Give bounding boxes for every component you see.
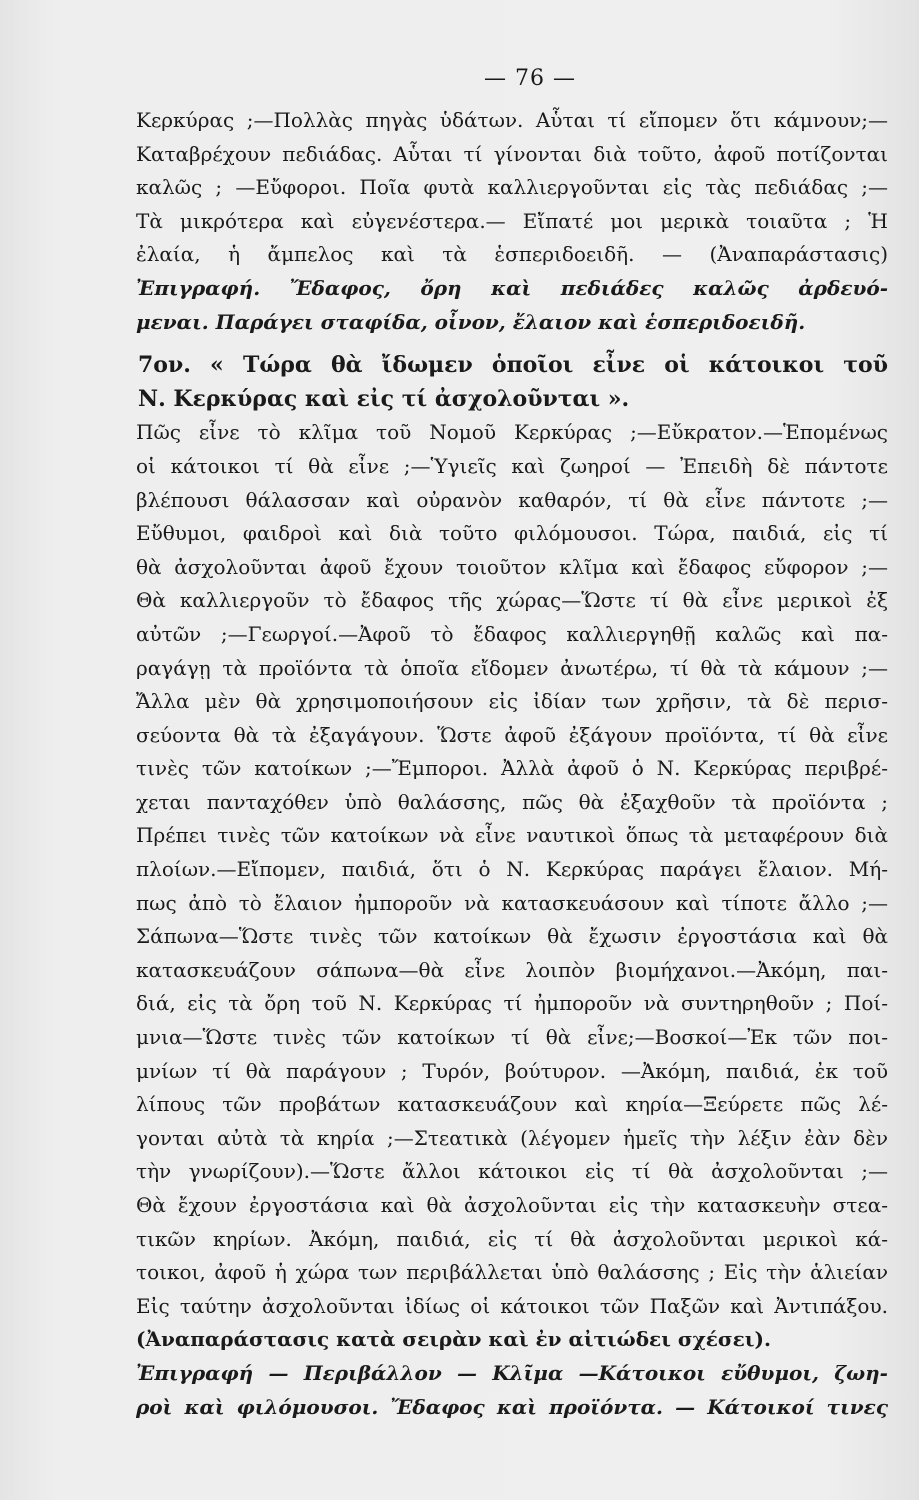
- text-line: αὐτῶν ;—Γεωργοί.—Ἀφοῦ τὸ ἔδαφος καλλιεργηθῇ καλῶς καὶ πα-: [136, 621, 888, 646]
- text-line: Θὰ καλλιεργοῦν τὸ ἔδαφος τῆς χώρας—Ὥστε τί θὰ εἶνε μερικοὶ ἐξ: [136, 588, 888, 613]
- text-line: σεύοντα θὰ τὰ ἐξαγάγουν. Ὥστε ἀφοῦ ἐξάγουν προϊόντα, τί θὰ εἶνε: [136, 722, 888, 747]
- text-line: πως ἀπὸ τὸ ἔλαιον ἠμποροῦν νὰ κατασκευάσουν καὶ τίποτε ἄλλο ;—: [136, 890, 888, 915]
- text-line: θὰ ἀσχολοῦνται ἀφοῦ ἔχουν τοιοῦτον κλῖμα καὶ ἔδαφος εὔφορον ;—: [136, 554, 888, 579]
- summary-line: Ἐπιγραφή. Ἔδαφος, ὄρη καὶ πεδιάδες καλῶς ἀρδευό-: [136, 275, 888, 300]
- text-line: μνια—Ὥστε τινὲς τῶν κατοίκων τί θὰ εἶνε;—Βοσκοί—Ἐκ τῶν ποι-: [136, 1025, 888, 1050]
- text-line: Εἰς ταύτην ἀσχολοῦνται ἰδίως οἱ κάτοικοι τῶν Παξῶν καὶ Ἀντιπάξου.: [136, 1293, 888, 1318]
- text-line: τικῶν κηρίων. Ἀκόμη, παιδιά, εἰς τί θὰ ἀσχολοῦνται μερικοὶ κά-: [136, 1226, 888, 1251]
- section-heading: 7ον. « Τώρα θὰ ἴδωμεν ὁποῖοι εἶνε οἱ κάτοικοι τοῦ: [138, 352, 888, 379]
- text-line: γονται αὐτὰ τὰ κηρία ;—Στεατικὰ (λέγομεν ἡμεῖς τὴν λέξιν ἐὰν δὲν: [136, 1125, 888, 1150]
- text-line: Πρέπει τινὲς τῶν κατοίκων νὰ εἶνε ναυτικοὶ ὅπως τὰ μεταφέρουν διὰ: [136, 823, 888, 848]
- text-line: βλέπουσι θάλασσαν καὶ οὐρανὸν καθαρόν, τί θὰ εἶνε πάντοτε ;—: [136, 487, 888, 512]
- text-line: διά, εἰς τὰ ὄρη τοῦ Ν. Κερκύρας τί ἠμποροῦν νὰ συντηρηθοῦν ; Ποί-: [136, 991, 888, 1016]
- text-line: τὴν γνωρίζουν).—Ὥστε ἄλλοι κάτοικοι εἰς τί θὰ ἀσχολοῦνται ;—: [136, 1159, 888, 1184]
- text-line: τινὲς τῶν κατοίκων ;—Ἔμποροι. Ἀλλὰ ἀφοῦ ὁ Ν. Κερκύρας περιβρέ-: [136, 756, 888, 781]
- summary-line: ροὶ καὶ φιλόμουσοι. Ἔδαφος καὶ προϊόντα. — Κάτοικοί τινες: [136, 1394, 888, 1419]
- text-line: οἱ κάτοικοι τί θὰ εἶνε ;—Ὑγιεῖς καὶ ζωηροί — Ἐπειδὴ δὲ πάντοτε: [136, 453, 888, 478]
- text-line: Θὰ ἔχουν ἐργοστάσια καὶ θὰ ἀσχολοῦνται εἰς τὴν κατασκευὴν στεα-: [136, 1193, 888, 1217]
- text-line: κατασκευάζουν σάπωνα—θὰ εἶνε λοιπὸν βιομήχανοι.—Ἀκόμη, παι-: [136, 957, 888, 982]
- page-number: — 76 —: [484, 66, 576, 91]
- text-line: Κερκύρας ;—Πολλὰς πηγὰς ὑδάτων. Αὗται τί εἴπομεν ὅτι κάμνουν;—: [136, 108, 888, 132]
- text-line: Τὰ μικρότερα καὶ εὐγενέστερα.— Εἴπατέ μοι μερικὰ τοιαῦτα ; Ἡ: [136, 208, 888, 233]
- text-line: λίπους τῶν προβάτων κατασκευάζουν καὶ κηρία—Ξεύρετε πῶς λέ-: [136, 1092, 888, 1117]
- text-line: Ἄλλα μὲν θὰ χρησιμοποιήσουν εἰς ἰδίαν των χρῆσιν, τὰ δὲ περισ-: [136, 689, 888, 714]
- text-line: ραγάγῃ τὰ προϊόντα τὰ ὁποῖα εἴδομεν ἀνωτέρω, τί θὰ τὰ κάμουν ;—: [136, 655, 888, 680]
- text-line: τοικοι, ἀφοῦ ἡ χώρα των περιβάλλεται ὑπὸ θαλάσσης ; Εἰς τὴν ἁλιείαν: [136, 1260, 888, 1285]
- summary-line: Ἐπιγραφή — Περιβάλλον — Κλῖμα —Κάτοικοι εὔθυμοι, ζωη-: [136, 1360, 888, 1385]
- section-heading: Ν. Κερκύρας καὶ εἰς τί ἀσχολοῦνται ».: [138, 385, 630, 412]
- body-text: [136, 104, 888, 1424]
- text-line: καλῶς ; —Εὔφοροι. Ποῖα φυτὰ καλλιεργοῦνται εἰς τὰς πεδιάδας ;—: [136, 175, 888, 200]
- text-line: μνίων τί θὰ παράγουν ; Τυρόν, βούτυρον. —Ἀκόμη, παιδιά, ἐκ τοῦ: [136, 1058, 888, 1083]
- text-line: Πῶς εἶνε τὸ κλῖμα τοῦ Νομοῦ Κερκύρας ;—Εὔκρατον.—Ἑπομένως: [136, 420, 888, 445]
- text-line: χεται πανταχόθεν ὑπὸ θαλάσσης, πῶς θὰ ἐξαχθοῦν τὰ προϊόντα ;: [136, 789, 888, 814]
- text-line: ἐλαία, ἡ ἄμπελος καὶ τὰ ἑσπεριδοειδῆ. — (Ἀναπαράστασις): [136, 242, 888, 267]
- summary-line: μεναι. Παράγει σταφίδα, οἶνον, ἔλαιον καὶ ἑσπεριδοειδῆ.: [136, 309, 806, 334]
- text-line: Καταβρέχουν πεδιάδας. Αὗται τί γίνονται διὰ τοῦτο, ἀφοῦ ποτίζονται: [136, 141, 888, 166]
- text-line: πλοίων.—Εἴπομεν, παιδιά, ὅτι ὁ Ν. Κερκύρας παράγει ἔλαιον. Μή-: [136, 857, 888, 882]
- text-line: Σάπωνα—Ὥστε τινὲς τῶν κατοίκων θὰ ἔχωσιν ἐργοστάσια καὶ θὰ: [136, 924, 888, 949]
- summary-heading: (Ἀναπαράστασις κατὰ σειρὰν καὶ ἐν αἰτιώδει σχέσει).: [136, 1327, 771, 1352]
- text-line: Εὔθυμοι, φαιδροὶ καὶ διὰ τοῦτο φιλόμουσοι. Τώρα, παιδιά, εἰς τί: [136, 521, 888, 546]
